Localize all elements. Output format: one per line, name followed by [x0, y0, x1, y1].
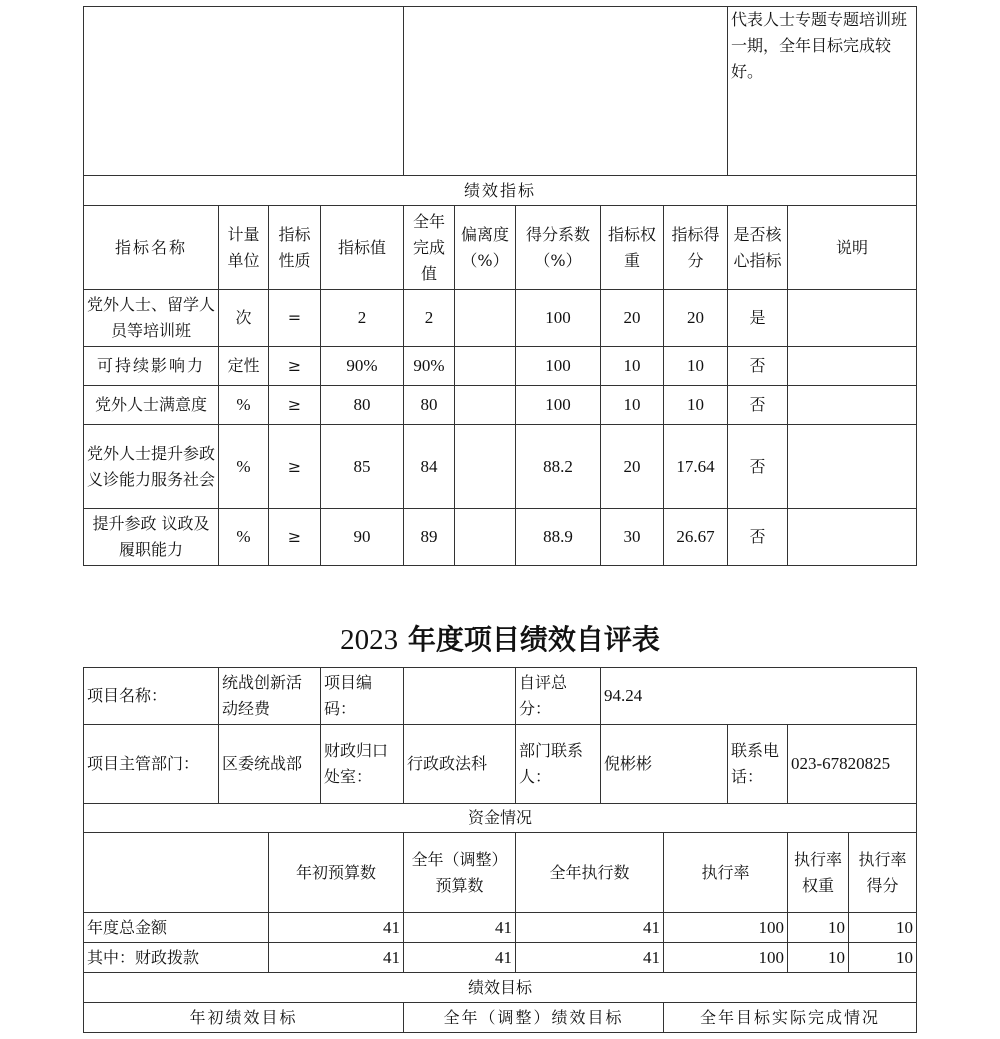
- col-header: 全年（调整）预算数: [404, 833, 516, 913]
- col-header: 是否核心指标: [728, 206, 788, 290]
- fund-budget: 41: [269, 913, 404, 943]
- col-header: 全年完成值: [404, 206, 455, 290]
- table-row: [84, 943, 917, 973]
- fund-rate-weight: 10: [788, 913, 849, 943]
- blank-cell: [404, 7, 728, 176]
- indicator-unit: 次: [219, 290, 269, 347]
- col-header: 执行率: [664, 833, 788, 913]
- indicator-unit: %: [219, 425, 269, 509]
- title-year: 2023: [340, 624, 399, 656]
- col-header: 计量单位: [219, 206, 269, 290]
- indicator-deviation: [455, 509, 516, 566]
- indicator-target: 80: [321, 386, 404, 425]
- indicator-note: [788, 290, 917, 347]
- finance-office: 行政政法科: [404, 725, 516, 804]
- fund-rate-score: 10: [849, 913, 917, 943]
- col-header: 指标权重: [601, 206, 664, 290]
- fund-row-label: 年度总金额: [84, 913, 269, 943]
- col-header: 指标性质: [269, 206, 321, 290]
- indicator-core: 是: [728, 290, 788, 347]
- fund-rate: 100: [664, 943, 788, 973]
- indicator-actual: 90%: [404, 347, 455, 386]
- indicator-actual: 80: [404, 386, 455, 425]
- indicator-nature: ≥: [269, 347, 321, 386]
- blank-cell: [84, 833, 269, 913]
- indicator-score: 10: [664, 347, 728, 386]
- col-header: 全年目标实际完成情况: [664, 1003, 917, 1033]
- table-row: [84, 386, 917, 425]
- indicator-name: 党外人士满意度: [84, 386, 219, 425]
- indicator-score: 20: [664, 290, 728, 347]
- indicator-weight: 10: [601, 386, 664, 425]
- contact-label: 部门联系人：: [516, 725, 601, 804]
- fund-adjusted: 41: [404, 943, 516, 973]
- col-header: 年初预算数: [269, 833, 404, 913]
- indicator-target: 90%: [321, 347, 404, 386]
- indicator-coef: 100: [516, 347, 601, 386]
- project-name: 统战创新活动经费: [219, 668, 321, 725]
- project-code: [404, 668, 516, 725]
- table-row: [84, 913, 917, 943]
- col-header: 说明: [788, 206, 917, 290]
- indicator-weight: 20: [601, 425, 664, 509]
- blank-cell: [84, 7, 404, 176]
- indicator-note: [788, 425, 917, 509]
- indicator-name: 党外人士提升参政义诊能力服务社会: [84, 425, 219, 509]
- completion-note: 代表人士专题专题培训班一期，全年目标完成较好。: [728, 7, 917, 176]
- perf-section-header: 绩效指标: [84, 176, 917, 206]
- fund-rate-score: 10: [849, 943, 917, 973]
- indicator-target: 85: [321, 425, 404, 509]
- indicator-deviation: [455, 425, 516, 509]
- indicator-coef: 100: [516, 386, 601, 425]
- indicator-coef: 88.2: [516, 425, 601, 509]
- title-text: 年度项目绩效自评表: [398, 623, 660, 656]
- performance-indicator-table: [83, 6, 917, 566]
- col-header: 全年执行数: [516, 833, 664, 913]
- column-header-row: [84, 206, 917, 290]
- indicator-actual: 89: [404, 509, 455, 566]
- col-header: 偏离度（%）: [455, 206, 516, 290]
- fund-budget: 41: [269, 943, 404, 973]
- table-row: [84, 347, 917, 386]
- col-header: 执行率权重: [788, 833, 849, 913]
- fund-row-label: 其中：财政拨款: [84, 943, 269, 973]
- indicator-core: 否: [728, 386, 788, 425]
- indicator-note: [788, 386, 917, 425]
- indicator-nature: ≥: [269, 509, 321, 566]
- indicator-unit: %: [219, 386, 269, 425]
- col-header: 得分系数（%）: [516, 206, 601, 290]
- indicator-core: 否: [728, 509, 788, 566]
- fund-adjusted: 41: [404, 913, 516, 943]
- indicator-score: 26.67: [664, 509, 728, 566]
- table-row: [84, 509, 917, 566]
- indicator-name: 可持续影响力: [84, 347, 219, 386]
- goals-section-header: 绩效目标: [84, 973, 917, 1003]
- indicator-nature: =: [269, 290, 321, 347]
- indicator-score: 17.64: [664, 425, 728, 509]
- indicator-unit: 定性: [219, 347, 269, 386]
- indicator-coef: 100: [516, 290, 601, 347]
- indicator-deviation: [455, 386, 516, 425]
- table-row: [84, 290, 917, 347]
- fund-executed: 41: [516, 913, 664, 943]
- dept-label: 项目主管部门：: [84, 725, 219, 804]
- page-title: [0, 620, 1000, 660]
- project-self-eval-table: [83, 667, 917, 1033]
- finance-label: 财政归口处室：: [321, 725, 404, 804]
- fund-header-row: [84, 833, 917, 913]
- indicator-name: 提升参政 议政及履职能力: [84, 509, 219, 566]
- indicator-name: 党外人士、留学人员等培训班: [84, 290, 219, 347]
- indicator-note: [788, 509, 917, 566]
- indicator-target: 90: [321, 509, 404, 566]
- self-score-label: 自评总分：: [516, 668, 601, 725]
- indicator-core: 否: [728, 347, 788, 386]
- col-header: 指标得分: [664, 206, 728, 290]
- indicator-deviation: [455, 347, 516, 386]
- indicator-unit: %: [219, 509, 269, 566]
- indicator-nature: ≥: [269, 425, 321, 509]
- indicator-score: 10: [664, 386, 728, 425]
- project-code-label: 项目编码：: [321, 668, 404, 725]
- col-header: 指标名称: [84, 206, 219, 290]
- phone-number: 023-67820825: [788, 725, 917, 804]
- contact-person: 倪彬彬: [601, 725, 728, 804]
- col-header: 全年（调整）绩效目标: [404, 1003, 664, 1033]
- dept: 区委统战部: [219, 725, 321, 804]
- fund-rate-weight: 10: [788, 943, 849, 973]
- table-row: [84, 425, 917, 509]
- indicator-weight: 30: [601, 509, 664, 566]
- col-header: 执行率得分: [849, 833, 917, 913]
- goal-header-row: [84, 1003, 917, 1033]
- funds-section-header: 资金情况: [84, 804, 917, 833]
- project-name-label: 项目名称：: [84, 668, 219, 725]
- indicator-weight: 20: [601, 290, 664, 347]
- indicator-deviation: [455, 290, 516, 347]
- indicator-core: 否: [728, 425, 788, 509]
- indicator-weight: 10: [601, 347, 664, 386]
- indicator-coef: 88.9: [516, 509, 601, 566]
- indicator-actual: 84: [404, 425, 455, 509]
- self-score: 94.24: [601, 668, 917, 725]
- indicator-actual: 2: [404, 290, 455, 347]
- indicator-nature: ≥: [269, 386, 321, 425]
- phone-label: 联系电话：: [728, 725, 788, 804]
- col-header: 年初绩效目标: [84, 1003, 404, 1033]
- col-header: 指标值: [321, 206, 404, 290]
- indicator-target: 2: [321, 290, 404, 347]
- indicator-note: [788, 347, 917, 386]
- fund-executed: 41: [516, 943, 664, 973]
- fund-rate: 100: [664, 913, 788, 943]
